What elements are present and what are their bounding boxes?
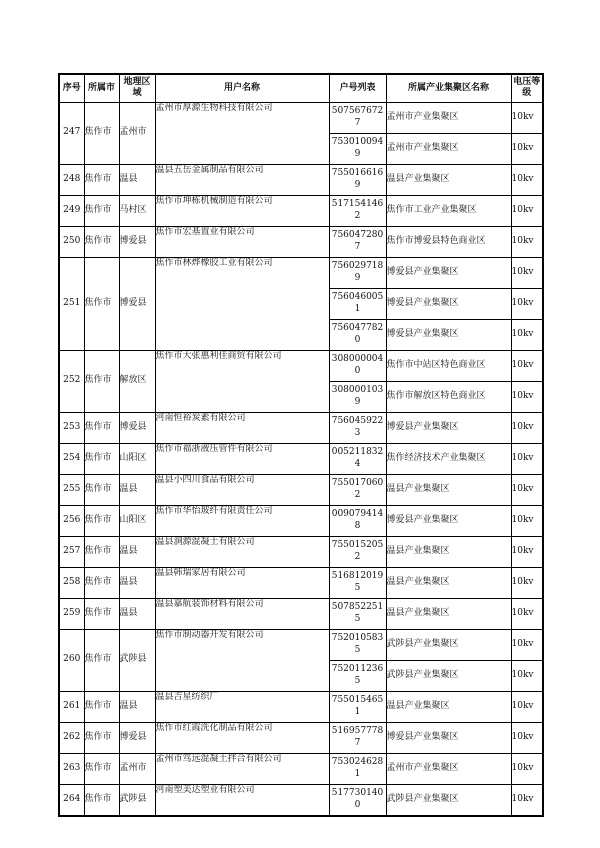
- cell-user: 焦作市红霞洗化制品有限公司: [155, 722, 329, 753]
- table-row: [59, 257, 543, 288]
- cell-city: 焦作市: [84, 474, 119, 505]
- cell-user: 焦作市大张惠利佳商贸有限公司: [155, 350, 329, 412]
- cell-user: 焦作市宏基置业有限公司: [155, 226, 329, 257]
- cell-region: 温县: [119, 474, 155, 505]
- cell-cluster: 温县产业集聚区: [386, 567, 511, 598]
- cell-cluster: 博爱县产业集聚区: [386, 288, 511, 319]
- cell-cluster: 温县产业集聚区: [386, 474, 511, 505]
- cell-voltage: 10kv: [511, 412, 543, 443]
- cell-region: 山阳区: [119, 505, 155, 536]
- cell-serial: 256: [59, 505, 84, 536]
- cell-voltage: 10kv: [511, 722, 543, 753]
- cell-city: 焦作市: [84, 443, 119, 474]
- cell-voltage: 10kv: [511, 753, 543, 784]
- cell-cluster: 焦作市解放区特色商业区: [386, 381, 511, 412]
- table-row: [59, 598, 543, 629]
- cell-voltage: 10kv: [511, 691, 543, 722]
- cell-serial: 255: [59, 474, 84, 505]
- cell-user: 焦作市福浙液压管件有限公司: [155, 443, 329, 474]
- cell-user: 河南塑美达塑业有限公司: [155, 784, 329, 816]
- cell-city: 焦作市: [84, 536, 119, 567]
- table-row: [59, 784, 543, 816]
- table-header: [59, 74, 543, 102]
- cell-region: 温县: [119, 567, 155, 598]
- cell-account: 7550152052: [329, 536, 386, 567]
- cell-cluster: 武陟县产业集聚区: [386, 629, 511, 660]
- cell-voltage: 10kv: [511, 443, 543, 474]
- cell-account: 7560459223: [329, 412, 386, 443]
- cell-region: 马村区: [119, 195, 155, 226]
- cell-user: 温县五岳金属制品有限公司: [155, 164, 329, 195]
- cell-serial: 247: [59, 102, 84, 164]
- cell-voltage: 10kv: [511, 660, 543, 691]
- cell-voltage: 10kv: [511, 381, 543, 412]
- cell-account: 7560460051: [329, 288, 386, 319]
- cell-account: 7550166169: [329, 164, 386, 195]
- cell-serial: 257: [59, 536, 84, 567]
- cell-region: 山阳区: [119, 443, 155, 474]
- cell-voltage: 10kv: [511, 257, 543, 288]
- table-body: [59, 102, 543, 816]
- cell-voltage: 10kv: [511, 505, 543, 536]
- cell-account: 3080000040: [329, 350, 386, 381]
- cell-user: 焦作市坤栋机械制造有限公司: [155, 195, 329, 226]
- table-row: [59, 753, 543, 784]
- cell-serial: 253: [59, 412, 84, 443]
- cell-serial: 250: [59, 226, 84, 257]
- cell-city: 焦作市: [84, 505, 119, 536]
- table-row: [59, 412, 543, 443]
- cell-user: 温县涧源混凝土有限公司: [155, 536, 329, 567]
- cell-cluster: 武陟县产业集聚区: [386, 784, 511, 816]
- cell-cluster: 温县产业集聚区: [386, 164, 511, 195]
- cell-voltage: 10kv: [511, 536, 543, 567]
- cell-serial: 261: [59, 691, 84, 722]
- cell-city: 焦作市: [84, 753, 119, 784]
- cell-voltage: 10kv: [511, 784, 543, 816]
- table-row: [59, 691, 543, 722]
- cell-cluster: 博爱县产业集聚区: [386, 412, 511, 443]
- cell-region: 武陟县: [119, 629, 155, 691]
- cell-city: 焦作市: [84, 102, 119, 164]
- table-row: [59, 226, 543, 257]
- header-row: [59, 74, 543, 102]
- cell-region: 孟州市: [119, 753, 155, 784]
- cell-account: 7560472807: [329, 226, 386, 257]
- cell-serial: 248: [59, 164, 84, 195]
- cell-user: 焦作市制动器开发有限公司: [155, 629, 329, 691]
- cell-cluster: 孟州市产业集聚区: [386, 133, 511, 164]
- table-row: [59, 102, 543, 133]
- cell-region: 温县: [119, 691, 155, 722]
- cell-serial: 254: [59, 443, 84, 474]
- cell-cluster: 博爱县产业集聚区: [386, 319, 511, 350]
- cell-city: 焦作市: [84, 164, 119, 195]
- cell-city: 焦作市: [84, 195, 119, 226]
- cell-cluster: 焦作市中站区特色商业区: [386, 350, 511, 381]
- table-row: [59, 164, 543, 195]
- cell-serial: 249: [59, 195, 84, 226]
- header-region: 地理区域: [119, 74, 155, 102]
- cell-user: 温县嘉航装饰材料有限公司: [155, 598, 329, 629]
- cell-account: 3080001039: [329, 381, 386, 412]
- cell-account: 5171541462: [329, 195, 386, 226]
- cell-account: 7530246281: [329, 753, 386, 784]
- table-row: [59, 443, 543, 474]
- table-row: [59, 505, 543, 536]
- cell-region: 博爱县: [119, 226, 155, 257]
- cell-city: 焦作市: [84, 412, 119, 443]
- cell-user: 焦作市林烨橡胶工业有限公司: [155, 257, 329, 350]
- cell-voltage: 10kv: [511, 567, 543, 598]
- cell-region: 博爱县: [119, 257, 155, 350]
- cell-user: 焦作市华怡玻纤有限责任公司: [155, 505, 329, 536]
- cell-account: 7530100949: [329, 133, 386, 164]
- cell-region: 温县: [119, 598, 155, 629]
- cell-user: 温县小四川食品有限公司: [155, 474, 329, 505]
- header-cluster: 所属产业集聚区名称: [386, 74, 511, 102]
- cell-account: 7550154651: [329, 691, 386, 722]
- cell-serial: 252: [59, 350, 84, 412]
- table-row: [59, 474, 543, 505]
- table-row: [59, 536, 543, 567]
- cell-voltage: 10kv: [511, 195, 543, 226]
- cell-region: 温县: [119, 164, 155, 195]
- cell-cluster: 焦作经济技术产业集聚区: [386, 443, 511, 474]
- cell-voltage: 10kv: [511, 629, 543, 660]
- table-row: [59, 195, 543, 226]
- cell-serial: 258: [59, 567, 84, 598]
- cell-city: 焦作市: [84, 691, 119, 722]
- cell-serial: 262: [59, 722, 84, 753]
- cell-voltage: 10kv: [511, 164, 543, 195]
- cell-user: 温县韩瑞家居有限公司: [155, 567, 329, 598]
- cell-cluster: 孟州市产业集聚区: [386, 102, 511, 133]
- cell-account: 5075676727: [329, 102, 386, 133]
- header-account: 户号列表: [329, 74, 386, 102]
- cell-voltage: 10kv: [511, 474, 543, 505]
- cell-city: 焦作市: [84, 598, 119, 629]
- cell-city: 焦作市: [84, 629, 119, 691]
- cell-account: 7550170602: [329, 474, 386, 505]
- cell-region: 武陟县: [119, 784, 155, 816]
- cell-account: 5177301400: [329, 784, 386, 816]
- cell-account: 7560477820: [329, 319, 386, 350]
- cell-user: 孟州市厚源生物科技有限公司: [155, 102, 329, 164]
- cell-cluster: 博爱县产业集聚区: [386, 257, 511, 288]
- cell-account: 5169577787: [329, 722, 386, 753]
- cell-cluster: 博爱县产业集聚区: [386, 505, 511, 536]
- header-voltage: 电压等级: [511, 74, 543, 102]
- cell-city: 焦作市: [84, 350, 119, 412]
- cell-region: 温县: [119, 536, 155, 567]
- cell-voltage: 10kv: [511, 598, 543, 629]
- cell-cluster: 博爱县产业集聚区: [386, 722, 511, 753]
- cell-region: 解放区: [119, 350, 155, 412]
- cell-city: 焦作市: [84, 257, 119, 350]
- cell-user: 河南恒裕炭素有限公司: [155, 412, 329, 443]
- cell-voltage: 10kv: [511, 350, 543, 381]
- cell-serial: 259: [59, 598, 84, 629]
- cell-voltage: 10kv: [511, 102, 543, 133]
- cell-user: 温县吉星纺织厂: [155, 691, 329, 722]
- cell-account: 5168120195: [329, 567, 386, 598]
- user-account-table: [58, 73, 544, 817]
- cell-region: 孟州市: [119, 102, 155, 164]
- cell-cluster: 温县产业集聚区: [386, 536, 511, 567]
- table-row: [59, 567, 543, 598]
- cell-account: 0090794148: [329, 505, 386, 536]
- cell-cluster: 温县产业集聚区: [386, 691, 511, 722]
- cell-city: 焦作市: [84, 567, 119, 598]
- cell-region: 博爱县: [119, 412, 155, 443]
- cell-account: 5078522515: [329, 598, 386, 629]
- cell-serial: 260: [59, 629, 84, 691]
- cell-city: 焦作市: [84, 784, 119, 816]
- cell-voltage: 10kv: [511, 288, 543, 319]
- cell-account: 7520112365: [329, 660, 386, 691]
- cell-cluster: 武陟县产业集聚区: [386, 660, 511, 691]
- table-row: [59, 629, 543, 660]
- cell-cluster: 焦作市工业产业集聚区: [386, 195, 511, 226]
- cell-cluster: 孟州市产业集聚区: [386, 753, 511, 784]
- cell-user: 孟州市笃远混凝土拌合有限公司: [155, 753, 329, 784]
- cell-account: 0052118324: [329, 443, 386, 474]
- header-serial: 序号: [59, 74, 84, 102]
- cell-region: 博爱县: [119, 722, 155, 753]
- cell-account: 7560297189: [329, 257, 386, 288]
- cell-account: 7520105835: [329, 629, 386, 660]
- cell-voltage: 10kv: [511, 319, 543, 350]
- cell-voltage: 10kv: [511, 133, 543, 164]
- cell-cluster: 温县产业集聚区: [386, 598, 511, 629]
- cell-serial: 264: [59, 784, 84, 816]
- table-row: [59, 350, 543, 381]
- table-row: [59, 722, 543, 753]
- cell-cluster: 焦作市博爱县特色商业区: [386, 226, 511, 257]
- cell-serial: 251: [59, 257, 84, 350]
- header-city: 所属市: [84, 74, 119, 102]
- cell-serial: 263: [59, 753, 84, 784]
- cell-voltage: 10kv: [511, 226, 543, 257]
- header-user: 用户名称: [155, 74, 329, 102]
- cell-city: 焦作市: [84, 722, 119, 753]
- cell-city: 焦作市: [84, 226, 119, 257]
